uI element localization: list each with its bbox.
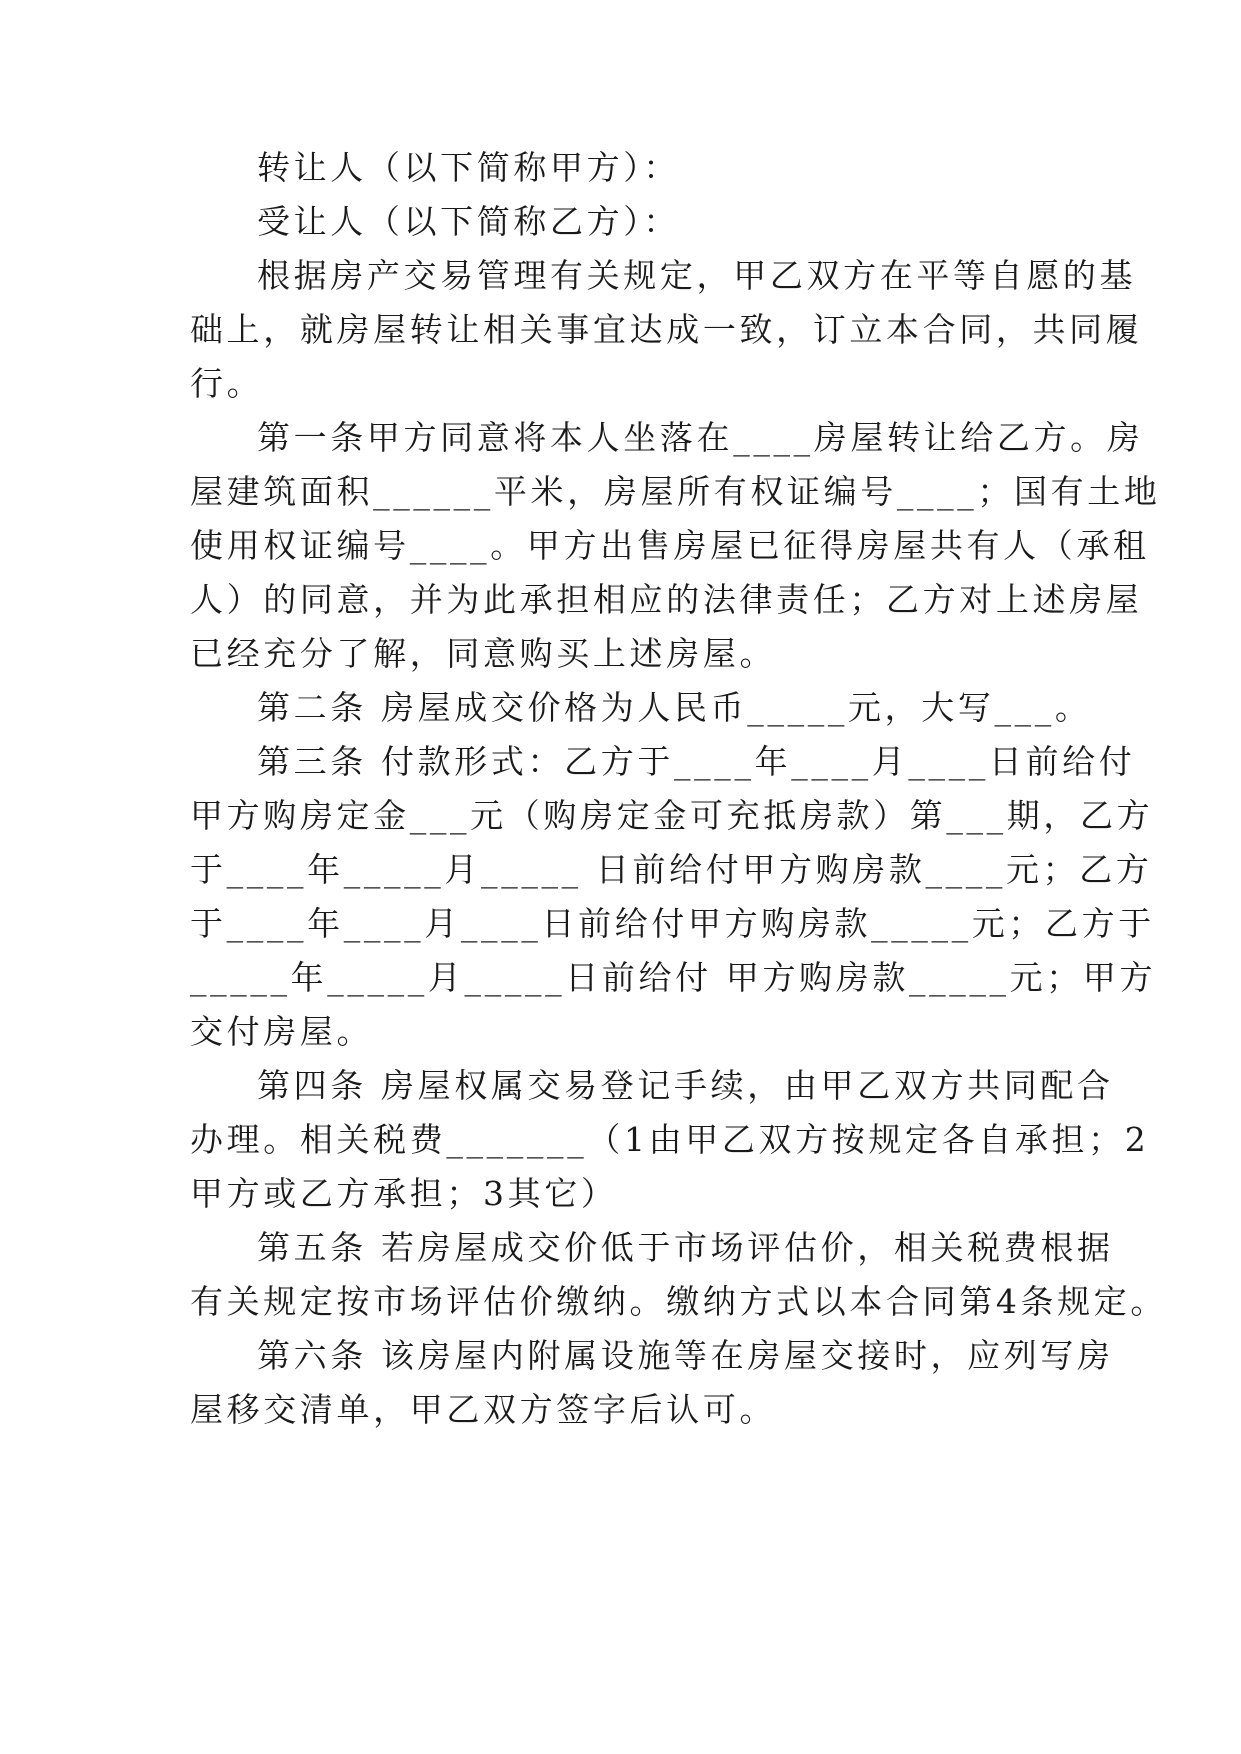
article-4-line-2: 办理。相关税费_______（1由甲乙双方按规定各自承担；2: [190, 1120, 1150, 1159]
preamble-line-3: 行。: [190, 364, 264, 403]
preamble-line-2: 础上，就房屋转让相关事宜达成一致，订立本合同，共同履: [190, 310, 1143, 349]
article-2-line-1: 第二条 房屋成交价格为人民币_____元，大写___。: [257, 688, 1092, 727]
article-4-line-1: 第四条 房屋权属交易登记手续，由甲乙双方共同配合: [257, 1066, 1114, 1105]
transferor-line: 转让人（以下简称甲方）：: [257, 148, 681, 187]
article-5-line-2: 有关规定按市场评估价缴纳。缴纳方式以本合同第4条规定。: [190, 1282, 1168, 1321]
article-3-line-4: 于____年____月____日前给付甲方购房款_____元；乙方于: [190, 904, 1155, 943]
article-3-line-3: 于____年_____月_____ 日前给付甲方购房款____元；乙方: [190, 850, 1153, 889]
article-5-line-1: 第五条 若房屋成交价低于市场评估价，相关税费根据: [257, 1228, 1114, 1267]
article-4-line-3: 甲方或乙方承担；3其它）: [190, 1174, 618, 1213]
transferee-line: 受让人（以下简称乙方）：: [257, 202, 681, 241]
article-6-line-2: 屋移交清单，甲乙双方签字后认可。: [190, 1390, 777, 1429]
article-3-line-2: 甲方购房定金___元（购房定金可充抵房款）第___期，乙方: [190, 796, 1154, 835]
article-1-line-3: 使用权证编号____。甲方出售房屋已征得房屋共有人（承租: [190, 526, 1150, 565]
article-1-line-1: 第一条甲方同意将本人坐落在____房屋转让给乙方。房: [257, 418, 1144, 457]
preamble-line-1: 根据房产交易管理有关规定，甲乙双方在平等自愿的基: [257, 256, 1137, 295]
article-1-line-2: 屋建筑面积______平米，房屋所有权证编号____；国有土地: [190, 472, 1161, 511]
article-6-line-1: 第六条 该房屋内附属设施等在房屋交接时，应列写房: [257, 1336, 1114, 1375]
article-3-line-1: 第三条 付款形式：乙方于____年____月____日前给付: [257, 742, 1136, 781]
article-1-line-5: 已经充分了解，同意购买上述房屋。: [190, 634, 777, 673]
article-3-line-6: 交付房屋。: [190, 1012, 374, 1051]
article-3-line-5: _____年_____月_____日前给付 甲方购房款_____元；甲方: [190, 958, 1157, 997]
article-1-line-4: 人）的同意，并为此承担相应的法律责任；乙方对上述房屋: [190, 580, 1143, 619]
